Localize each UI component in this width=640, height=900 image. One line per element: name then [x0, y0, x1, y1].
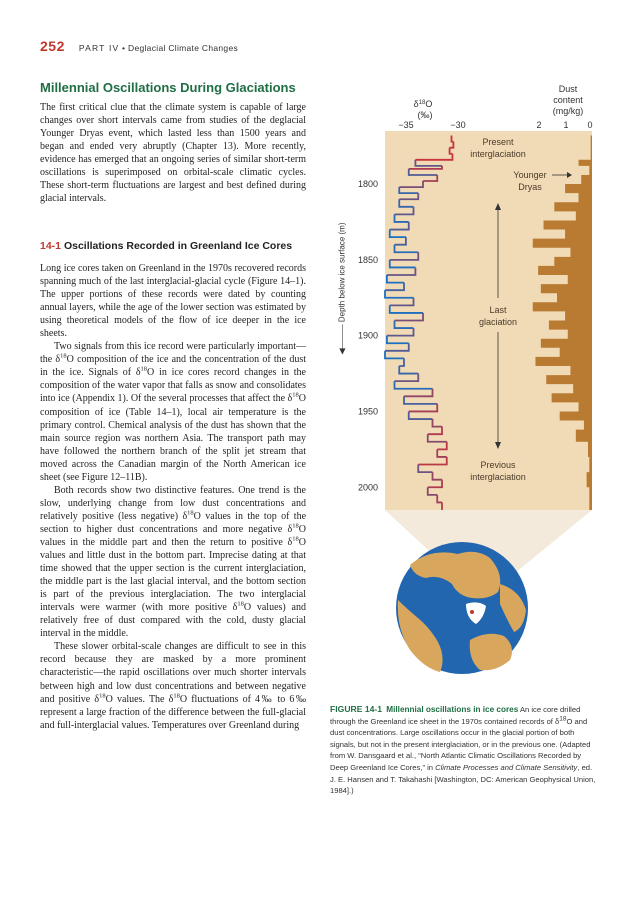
o18-unit: (‰) — [417, 110, 433, 120]
paragraph-2: Two signals from this ice record were particularly important—the $\delta^{18}O$ composition of the ice and the concentration of the dust in the ice. Signals of $\delta^{18}O$ in ice cores record changes in the composition of the water vapor that falls as snow and consolidates into ice (Appendix 1). Of the several processes that affect the $\delta^{18}O$ composition of ice (Table 14–1), local air temperature is the primary control. Chemical analysis of the dust has shown that the main source region was northern Asia. The transport path may have followed the northern branch of the split jet stream that moved across the Canadian margin of the North American ice sheet (see Figure 12–11B). — [40, 341, 306, 483]
dust-label-1: Dust — [558, 84, 578, 94]
globe-map — [396, 542, 528, 674]
figure-title: Millennial oscillations in ice cores — [386, 705, 519, 714]
dust-tick-2: 2 — [536, 120, 542, 130]
annot-younger-dryas-1: Younger — [513, 170, 547, 180]
dust-tick-1: 1 — [563, 120, 569, 130]
depth-tick-1900: 1900 — [357, 330, 378, 341]
dust-tick-0: 0 — [587, 120, 593, 130]
part-label: PART IV — [78, 43, 120, 53]
paragraph-4: These slower orbital-scale changes are difficult to see in this record because they are masked by a more prominent characteristic—the rapid oscillations over much shorter intervals between high and low dust concentrations and between negative and positive $\delta^{18}O$ values. The $\delta^{18}O$ fluctuations of 4‰ to 6‰ represent a large fraction of the difference between the full-glacial and full-interglacial values. Temperatures over Greenland during — [40, 641, 306, 731]
chapter-title: Deglacial Climate Changes — [128, 43, 239, 53]
subsection-title: Oscillations Recorded in Greenland Ice Cores — [63, 240, 293, 252]
running-head — [79, 43, 238, 53]
o18-tick-30: −30 — [450, 120, 466, 130]
book-title: Climate Processes and Climate Sensitivity — [435, 762, 578, 772]
running-header — [40, 38, 238, 60]
figure-label: FIGURE 14-1 — [330, 704, 383, 714]
annot-previous-2: interglaciation — [470, 472, 526, 482]
intro-paragraph — [40, 101, 306, 205]
core-site-marker — [470, 610, 474, 614]
paragraph-1: Long ice cores taken on Greenland in the 1970s recovered records spanning much of the last interglacial-glacial cycle (Figure 14–1). The upper portions of these records were dated by counting annual layers, while the age of the lower section was estimated by using theoretical models of the flow of ice deeper in the ice sheets. — [40, 263, 306, 340]
depth-tick-1800: 1800 — [357, 179, 378, 190]
dust-unit: (mg/kg) — [552, 106, 584, 116]
annot-present-2: interglaciation — [470, 149, 526, 159]
annot-younger-dryas-2: Dryas — [518, 182, 542, 192]
globe-land-siberia — [470, 634, 512, 671]
header-bullet: • — [119, 43, 128, 53]
section-title: Millennial Oscillations During Glaciations — [40, 80, 296, 95]
o18-axis-label: $\delta^{18}O$ — [413, 99, 433, 109]
annot-previous-1: Previous — [480, 460, 516, 470]
annot-last-1: Last — [489, 305, 507, 315]
dust-label-2: content — [553, 95, 583, 105]
axis-headings — [398, 84, 592, 130]
o18-tick-35: −35 — [398, 120, 414, 130]
subsection-heading — [40, 240, 320, 252]
paragraph-3: Both records show two distinctive features. One trend is the slow, underlying change from low dust concentrations and relatively positive (less negative) $\delta^{18}O$ values in the top of the section to higher dust concentrations and more negative $\delta^{18}O$ values in the middle part and then the return to positive $\delta^{18}O$ values and little dust in the bottom part. Imprecise dating at that time showed that the upper section is the current interglaciation, the middle part is the last glacial interval, and the bottom section is part of the previous interglaciation. The two interglacial intervals were warmer (with more positive $\delta^{18}O$ values) and relatively free of dust compared with the cold, dusty glacial interval in the middle. — [40, 484, 307, 640]
intro-text: The first critical clue that the climate system is capable of large changes over short intervals came from studies of the deglacial Younger Dryas event, which lasted less than 1500 years and began and ended very abruptly (Chapter 13). More recently, evidence has emerged that an ongoing series of similar short-term oscillations is superimposed on orbital-scale climatic cycles. These short-term fluctuations are largest and best defined during glacial intervals. — [40, 102, 306, 205]
depth-tick-1850: 1850 — [357, 254, 378, 265]
depth-tick-1950: 1950 — [357, 406, 378, 417]
annot-present-1: Present — [482, 137, 514, 147]
annot-last-2: glaciation — [478, 317, 518, 327]
figure-caption: FIGURE 14-1 Millennial oscillations in ice cores An ice core drilled through the Greenland ice sheet in the 1970s contained records of $\delta^{18}O$ and dust concentrations. Large oscillations occur in the glacial portion of both signals, but not in the present interglaciation, or in the previous one. (Adapted from W. Dansgaard et al., “North Atlantic Climatic Oscillations Recorded by Deep Greenland Ice Cores,” in Climate Processes and Climate Sensitivity, ed. J. E. Hansen and T. Takahashi [Washington, DC: American Geophysical Union, 1984].) — [330, 704, 596, 796]
depth-tick-labels — [358, 179, 378, 492]
page-number: 252 — [40, 38, 65, 54]
y-axis-label: ◀——— Depth below ice surface (m) — [337, 222, 347, 355]
depth-tick-2000: 2000 — [357, 482, 378, 493]
subsection-body — [40, 262, 306, 732]
subsection-number: 14-1 — [40, 240, 62, 252]
